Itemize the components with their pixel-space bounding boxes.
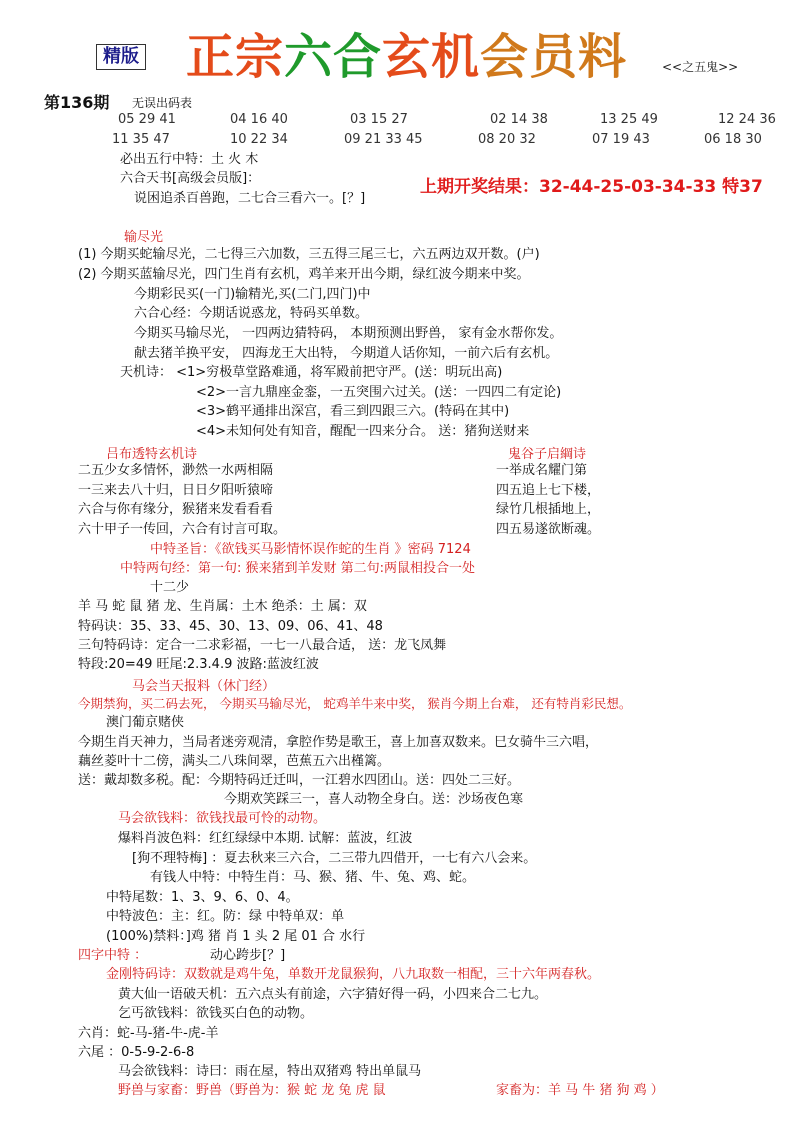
code-r2-5: 07 19 43 [592,132,650,147]
heading-shujinguang: 输尽光 [124,230,164,245]
text-line: 爆料肖波色料：红红绿绿中本期. 试解：蓝波，红波 [118,831,413,846]
line-tianshu: 六合天书[高级会员版]： [120,171,261,186]
text-line: 特码诀：35、33、45、30、13、09、06、41、48 [78,619,383,634]
code-r2-3: 09 21 33 45 [344,132,423,147]
text-line: (2) 今期买蓝输尽光，四门生肖有玄机，鸡羊来开出今期，绿红波今期来中奖。 [78,267,530,282]
period-note: 无误出码表 [132,96,193,110]
line-liuxiao: 六肖：蛇-马-猪-牛-虎-羊 [78,1026,219,1041]
text-line: 动心跨步[？] [210,948,286,963]
text-line: 六合心经：今期话说惑龙，特码买单数。 [134,306,369,321]
page-title [186,28,627,86]
text-line: 三句特码诗：定合一二求彩福，一七一八最合适， 送：龙飞凤舞 [78,638,447,653]
code-r1-2: 04 16 40 [230,112,288,127]
line-tianshu-text: 说困追杀百兽跑，二七合三看六一。[？] [134,191,366,206]
text-line: 黄大仙一语破天机：五六点头有前途，六字猜好得一码，小四来合二七九。 [118,987,548,1002]
heading-sizi: 四字中特 ： [78,948,148,963]
heading-lvbu: 吕布透特玄机诗 [106,447,198,462]
text-line: 今期买马输尽光， 一四两边猜特码， 本期预测出野兽， 家有金水帮你发。 [134,326,563,341]
text-line: 今期欢笑踩三一，喜人动物全身白。送：沙场夜色寒 [224,792,524,807]
last-draw-result: 上期开奖结果：32-44-25-03-34-33 特37 [420,177,763,197]
code-r1-4: 02 14 38 [490,112,548,127]
badge-jingban: 精版 [96,44,146,70]
text-line: 今期生肖天神力，当局者迷旁观清，拿腔作势是歌王，喜上加喜双数来。巳女骑牛三六唱， [78,735,599,750]
poem-right-1: 一举成名耀门第 [496,463,588,478]
text-line: 羊 马 蛇 鼠 猪 龙、生肖属：土木 绝杀：土 属：双 [78,599,367,614]
tianji-poem-4: <4>未知何处有知音，醒配一四来分合。 送：猪狗送财来 [196,424,530,439]
period-label: 第136期 [44,93,110,112]
line-wuxing: 必出五行中特：土 火 木 [120,152,259,167]
poem-right-3: 绿竹几根插地上， [496,502,601,517]
heading-mahui-baoliao: 马会当天报料（休门经） [132,679,276,694]
line-shengzhi: 中特圣旨：《欲钱买马影情怀误作蛇的生肖 》密码 7124 [150,542,471,557]
text-line: 藕丝菱叶十二傍，满头二八珠间翠，芭蕉五六出槿篱。 [78,754,391,769]
poem-left-3: 六合与你有缘分，猴猪来发看看看 [78,502,274,517]
heading-aomen: 澳门葡京赌侠 [106,715,185,730]
poem-left-2: 一三来去八十归，日日夕阳听猿啼 [78,483,274,498]
heading-guiguzi: 鬼谷子启綱诗 [508,447,587,462]
text-line: 今期彩民买(一门)输精光,买(二门,四门)中 [134,287,371,302]
text-line: [狗不理特梅] ：夏去秋来三六合，二三带九四借开，一七有六八会来。 [132,851,537,866]
title-part-2: 六合 [284,29,383,85]
text-line: 乞丐欲钱料：欲钱买白色的动物。 [118,1006,314,1021]
line-jingou: 今期禁狗，买二码去死， 今期买马输尽光， 蛇鸡羊牛来中奖， 猴肖今期上台难， 还有特肖彩民想。 [78,696,632,711]
text-line: 中特波色：主：红。防：绿 中特单双：单 [106,909,345,924]
tianji-poem-1: 天机诗： <1>穷极草堂路难通，将军殿前把守严。(送：明玩出高) [120,365,503,380]
line-yuqian: 马会欲钱料：欲钱找最可怜的动物。 [118,811,327,826]
code-r1-6: 12 24 36 [718,112,776,127]
line-jiachu: 家畜为：羊 马 牛 猪 狗 鸡 ） [496,1083,664,1098]
poem-left-1: 二五少女多情怀，渺然一水两相隔 [78,463,274,478]
text-line: 献去猪羊换平安， 四海龙王大出特， 今期道人话你知，一前六后有玄机。 [134,346,559,361]
text-line: 马会欲钱料：诗曰：雨在屋，特出双猪鸡 特出单鼠马 [118,1064,422,1079]
line-liuwei: 六尾 ：0-5-9-2-6-8 [78,1045,195,1060]
subtitle: <<之五鬼>> [662,60,739,74]
line-yeshou: 野兽与家畜：野兽（野兽为：猴 蛇 龙 兔 虎 鼠 [118,1083,386,1098]
text-line: 特段:20=49 旺尾:2.3.4.9 波路:蓝波红波 [78,657,319,672]
poem-left-4: 六十甲子一传回，六合有讨言可取。 [78,522,287,537]
poem-right-2: 四五追上七下楼， [496,483,601,498]
code-r2-6: 06 18 30 [704,132,762,147]
line-jingang: 金刚特码诗：双数就是鸡牛兔，单数开龙鼠猴狗，八九取数一相配，三十六年两春秋。 [106,967,601,982]
code-r2-4: 08 20 32 [478,132,536,147]
line-shierhsao: 十二少 [150,580,190,595]
code-r1-5: 13 25 49 [600,112,658,127]
code-r2-2: 10 22 34 [230,132,288,147]
text-line: (100%)禁料：]鸡 猪 肖 1 头 2 尾 01 合 水行 [106,929,366,944]
title-part-3: 玄机 [382,29,481,85]
code-r1-1: 05 29 41 [118,112,176,127]
code-r2-1: 11 35 47 [112,132,170,147]
text-line: 有钱人中特：中特生肖：马、猴、猪、牛、兔、鸡、蛇。 [150,870,476,885]
text-line: 送：戴却数多税。配：今期特码迁迁叫，一江碧水四团山。送：四处二三好。 [78,773,521,788]
text-line: 中特尾数：1、3、9、6、0、4。 [106,890,299,905]
poem-right-4: 四五易遂欲断魂。 [496,522,601,537]
title-part-4: 会员料 [480,29,628,85]
tianji-poem-3: <3>鹤平通排出深宫，看三到四跟三六。(特码在其中) [196,404,510,419]
title-part-1: 正宗 [186,29,285,85]
tianji-poem-2: <2>一言九鼎座金銮，一五突围六过关。(送：一四四二有定论) [196,385,562,400]
line-liangjujing: 中特两句经：第一句: 猴来猪到羊发财 第二句:两鼠相投合一处 [120,561,476,576]
code-r1-3: 03 15 27 [350,112,408,127]
text-line: (1) 今期买蛇输尽光，二七得三六加数，三五得三尾三七，六五两边双开数。(户) [78,247,540,262]
